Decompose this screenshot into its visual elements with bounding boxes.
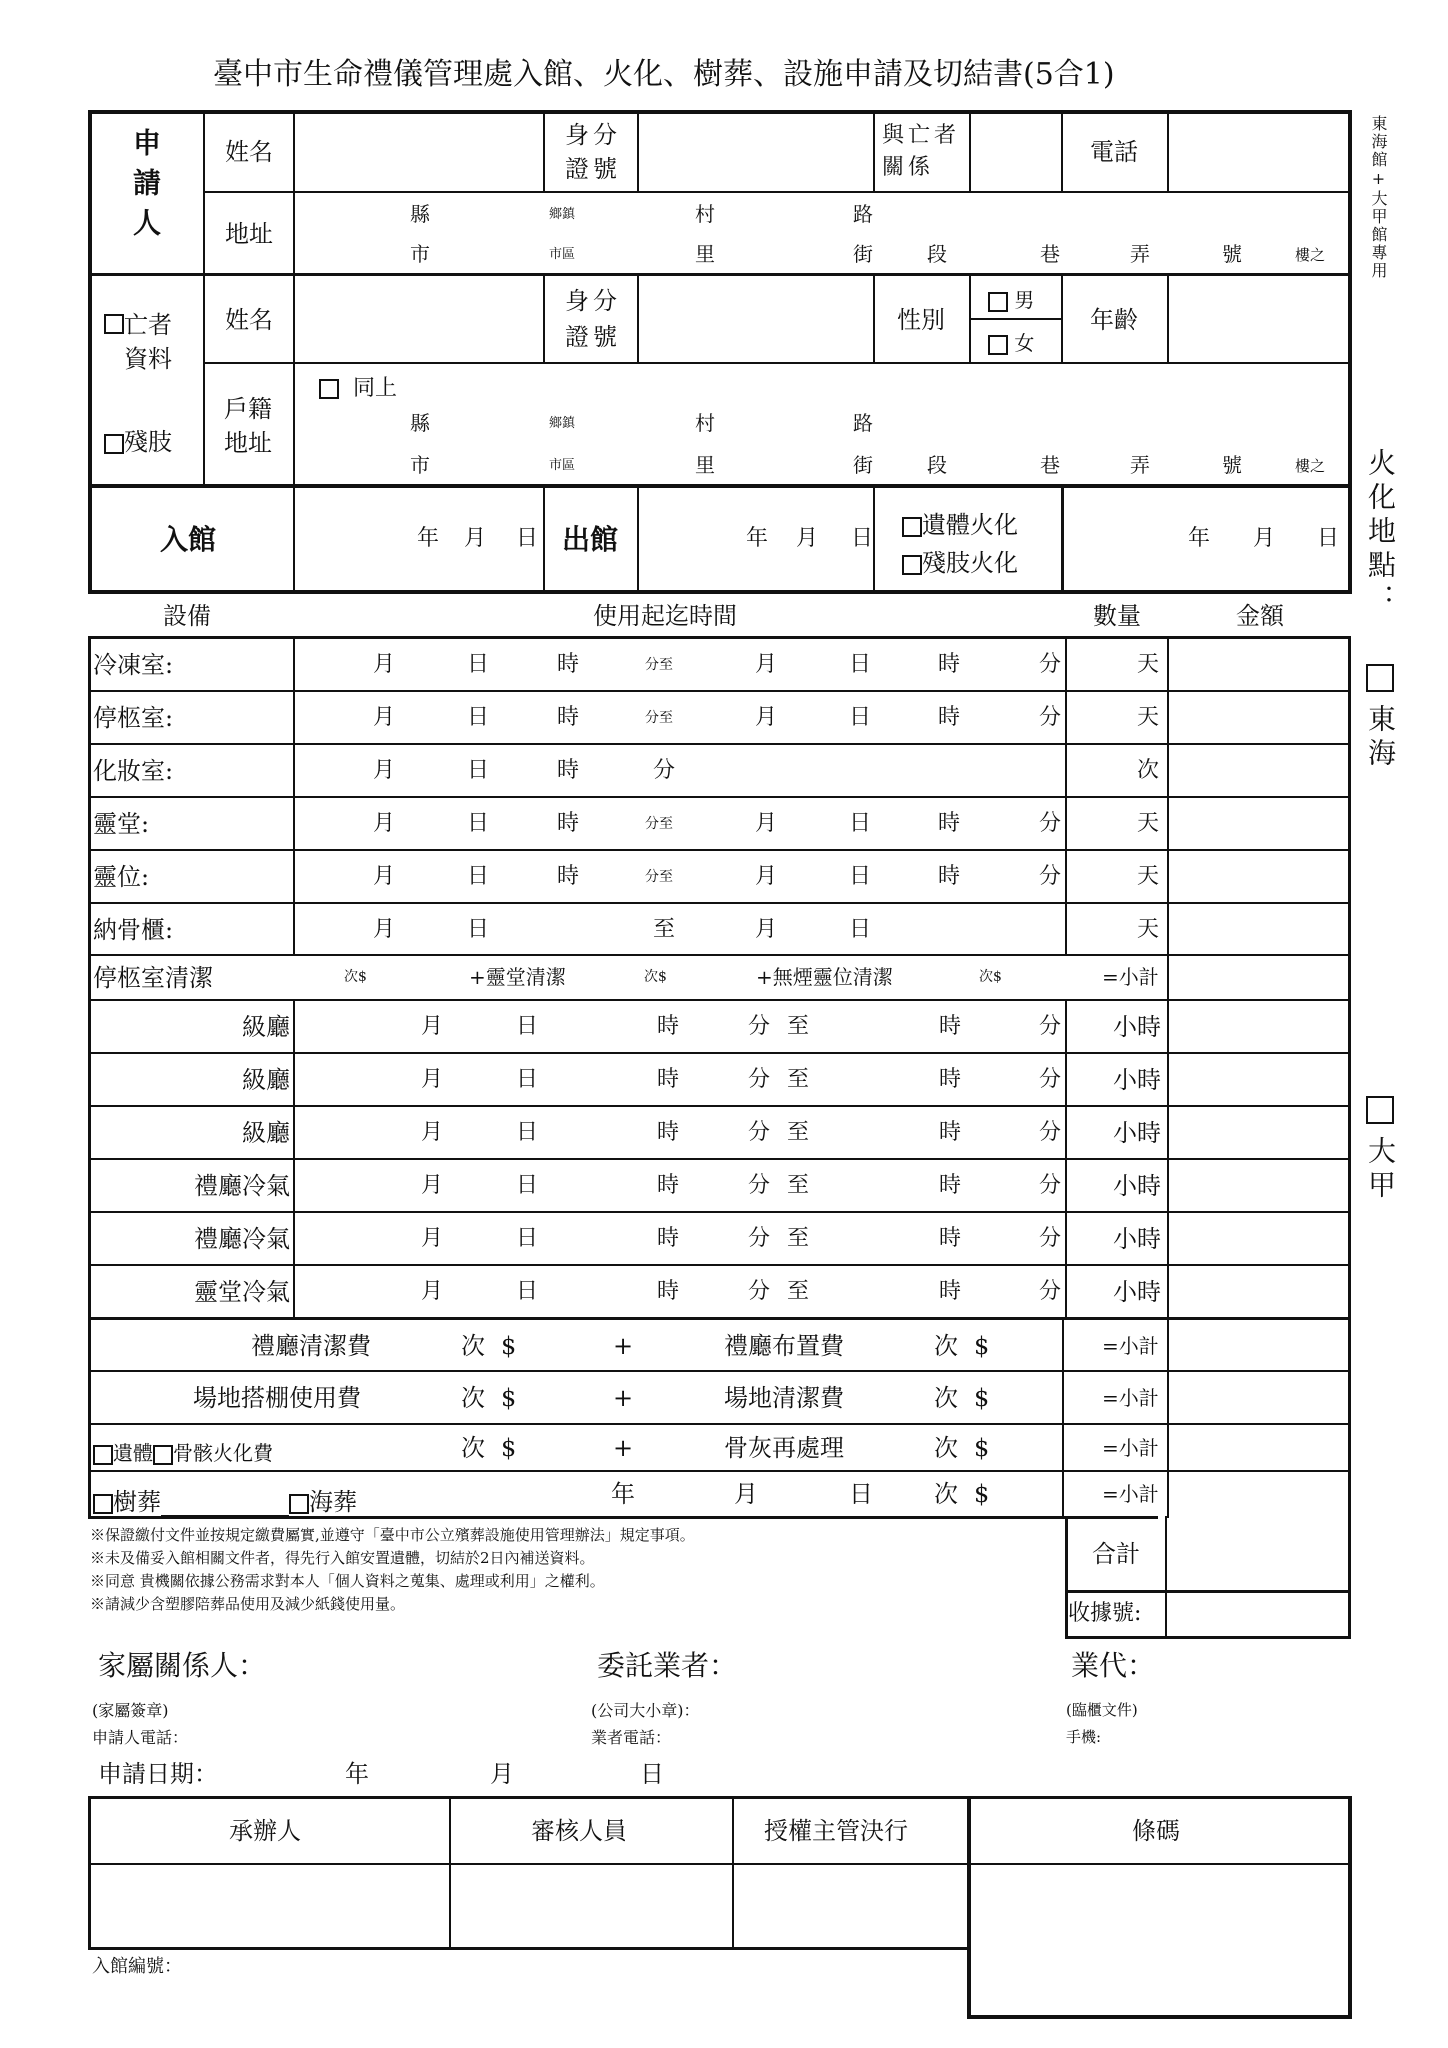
- plus: +: [613, 1434, 634, 1462]
- hh-city: 市: [410, 453, 430, 477]
- handler-sign-field[interactable]: [91, 1866, 448, 1946]
- day: 日: [849, 1480, 873, 1508]
- tu: 分: [1039, 1279, 1062, 1304]
- note-item: ※請減少含塑膠陪葬品使用及減少紙錢使用量。: [90, 1595, 406, 1613]
- limb-option[interactable]: 殘肢: [104, 422, 172, 457]
- hall-row[interactable]: [91, 1214, 1348, 1264]
- limb-checkbox[interactable]: [104, 434, 124, 454]
- fee-row[interactable]: [91, 1373, 1348, 1423]
- tu: 日: [516, 1014, 539, 1039]
- deceased-age-field[interactable]: [1171, 278, 1347, 361]
- dollar: $: [501, 1332, 517, 1360]
- tu: 分: [1039, 705, 1062, 730]
- hh-lane: 巷: [1040, 453, 1060, 477]
- page-title: 臺中市生命禮儀管理處入館、火化、樹葬、設施申請及切結書(5合1): [213, 57, 1115, 92]
- tu: 日: [849, 811, 872, 836]
- receipt-field[interactable]: [1168, 1594, 1347, 1635]
- applicant-relation-label: 與亡者關係: [882, 123, 961, 180]
- tu: 時: [557, 864, 580, 889]
- deceased-name-label: 姓名: [225, 306, 273, 334]
- tu: 分至: [645, 869, 673, 885]
- tu: 月: [755, 917, 778, 942]
- note-item: ※同意 貴機關依據公務需求對本人「個人資料之蒐集、處理或利用」之權利。: [90, 1572, 605, 1590]
- tu: 分: [748, 1173, 771, 1198]
- tu: 至: [787, 1067, 810, 1092]
- tu: 分: [1039, 811, 1062, 836]
- dollar: $: [501, 1384, 517, 1412]
- hall-row[interactable]: [91, 1002, 1348, 1052]
- hh-alley: 弄: [1130, 453, 1150, 477]
- applicant-phone-text: 申請人電話：: [92, 1728, 189, 1747]
- reviewer-sign-field[interactable]: [452, 1866, 731, 1946]
- applicant-name-field[interactable]: [297, 115, 542, 189]
- hall-name: 級廳: [242, 1013, 290, 1041]
- cremation-month: 月: [1253, 526, 1276, 551]
- tu: 分: [1039, 1226, 1062, 1251]
- notes: [90, 1524, 695, 1616]
- applicant-name-label: 姓名: [225, 138, 273, 166]
- tu: 月: [755, 864, 778, 889]
- tu: 分: [1039, 1173, 1062, 1198]
- tu: 時: [557, 758, 580, 783]
- household-address-field[interactable]: [297, 365, 1347, 483]
- tu: 日: [467, 705, 490, 730]
- hall-row[interactable]: [91, 1108, 1348, 1158]
- tree-burial-blank[interactable]: [161, 1495, 289, 1517]
- subtotal: =小計: [1102, 1334, 1159, 1358]
- cremation-fee-options[interactable]: 遺體 骨骸火化費: [93, 1437, 273, 1466]
- facility-unit: 天: [1137, 811, 1160, 836]
- dajia-checkbox[interactable]: [1366, 1096, 1394, 1124]
- deceased-id-label: 身分證號: [565, 287, 621, 351]
- tu: 時: [938, 811, 961, 836]
- hall-decoration-fee-label: 禮廳布置費: [724, 1332, 844, 1360]
- facility-unit: 天: [1137, 864, 1160, 889]
- times: 次: [461, 1434, 485, 1462]
- tu: 月: [373, 811, 396, 836]
- times: 次: [934, 1384, 958, 1412]
- body-checkbox[interactable]: [93, 1445, 113, 1465]
- apply-date-label: 申請日期：: [98, 1760, 218, 1788]
- tu: 分: [653, 758, 676, 783]
- hh-road: 路: [853, 411, 873, 435]
- limb-cremation-checkbox[interactable]: [902, 555, 922, 575]
- cremation-date-field[interactable]: [1065, 490, 1347, 588]
- tu: 時: [657, 1226, 680, 1251]
- apply-month: 月: [490, 1760, 514, 1788]
- deceased-id-field[interactable]: [641, 278, 871, 361]
- plus: +: [613, 1332, 634, 1360]
- counter-doc: (臨櫃文件): [1066, 1701, 1138, 1719]
- times: 次: [934, 1480, 958, 1508]
- hall-row[interactable]: [91, 1055, 1348, 1105]
- donghai-label: 東海: [1364, 704, 1397, 772]
- tu: 時: [939, 1067, 962, 1092]
- cleaning-row[interactable]: [91, 956, 1348, 999]
- agent-phone-text: 業者電話：: [591, 1728, 672, 1747]
- facility-row[interactable]: [91, 693, 1348, 743]
- tu: 分至: [645, 710, 673, 726]
- applicant-phone-field[interactable]: [1171, 115, 1347, 189]
- dajia-label: 大甲: [1364, 1136, 1397, 1204]
- tu: 月: [373, 652, 396, 677]
- hall-unit: 小時: [1113, 1013, 1161, 1041]
- hall-name: 靈堂冷氣: [194, 1278, 290, 1306]
- hh-section: 段: [927, 453, 947, 477]
- plus: +: [613, 1384, 634, 1412]
- gender-male-option[interactable]: 男: [988, 284, 1034, 313]
- tu: 分: [748, 1279, 771, 1304]
- addr-section: 段: [927, 242, 947, 266]
- addr-road: 路: [853, 202, 873, 226]
- times-dollar: 次$: [344, 969, 367, 985]
- addr-alley: 弄: [1130, 242, 1150, 266]
- hall-name: 禮廳冷氣: [194, 1172, 290, 1200]
- tu: 月: [421, 1014, 444, 1039]
- tu: 日: [516, 1173, 539, 1198]
- tu: 時: [939, 1173, 962, 1198]
- tu: 時: [657, 1014, 680, 1039]
- applicant-id-label: 身分證號: [565, 121, 621, 183]
- subtotal: =小計: [1102, 1482, 1159, 1506]
- ash-reprocess-label: 骨灰再處理: [724, 1434, 844, 1462]
- deceased-option[interactable]: 亡者資料: [104, 308, 184, 376]
- hall-name: 級廳: [242, 1066, 290, 1094]
- entry-year: 年: [417, 526, 440, 551]
- tu: 日: [516, 1120, 539, 1145]
- tu: 月: [421, 1226, 444, 1251]
- exit-date-field[interactable]: [641, 490, 874, 588]
- tu: 日: [849, 864, 872, 889]
- addr-city: 市: [410, 242, 430, 266]
- total-label: 合計: [1092, 1540, 1140, 1568]
- entry-no-label: 入館編號：: [92, 1956, 182, 1977]
- year: 年: [611, 1480, 635, 1508]
- total-field[interactable]: [1168, 1519, 1347, 1589]
- gender-female-option[interactable]: 女: [988, 327, 1034, 356]
- tent-fee-label: 場地搭棚使用費: [193, 1384, 361, 1412]
- tu: 月: [421, 1120, 444, 1145]
- applicant-address-field[interactable]: [297, 194, 1347, 272]
- tu: 分至: [645, 657, 673, 673]
- agent-label: 委託業者：: [597, 1649, 738, 1682]
- subtotal: =小計: [1102, 1386, 1159, 1410]
- barcode-label: 條碼: [1132, 1817, 1180, 1845]
- hh-county: 縣: [410, 411, 430, 435]
- cremation-day: 日: [1317, 526, 1340, 551]
- bone-checkbox[interactable]: [153, 1445, 173, 1465]
- household-address-label: 戶籍地址: [224, 395, 272, 457]
- tu: 日: [467, 864, 490, 889]
- tu: 至: [787, 1226, 810, 1251]
- tu: 分: [1039, 652, 1062, 677]
- female-checkbox[interactable]: [988, 335, 1008, 355]
- tu: 時: [657, 1120, 680, 1145]
- tu: 時: [939, 1014, 962, 1039]
- tu: 月: [755, 705, 778, 730]
- limb-cremation-option[interactable]: 殘肢火化: [902, 543, 1018, 578]
- tu: 時: [657, 1067, 680, 1092]
- tu: 分: [748, 1014, 771, 1039]
- reviewer-label: 審核人員: [531, 1817, 627, 1845]
- facility-unit: 天: [1137, 652, 1160, 677]
- tu: 分: [748, 1067, 771, 1092]
- tu: 時: [557, 652, 580, 677]
- tu: 時: [657, 1279, 680, 1304]
- same-as-above-option[interactable]: 同上: [319, 371, 397, 402]
- exit-year: 年: [746, 526, 769, 551]
- male-checkbox[interactable]: [988, 292, 1008, 312]
- dollar: $: [501, 1434, 517, 1462]
- applicant-phone-label: 電話: [1090, 138, 1138, 166]
- dollar: $: [974, 1384, 990, 1412]
- smokeless-cleaning-label: +無煙靈位清潔: [756, 965, 893, 989]
- times-dollar: 次$: [644, 969, 667, 985]
- entry-month: 月: [464, 526, 487, 551]
- tu: 月: [373, 917, 396, 942]
- family-sign: (家屬簽章): [92, 1701, 169, 1720]
- tu: 日: [516, 1279, 539, 1304]
- facility-unit: 天: [1137, 917, 1160, 942]
- tu: 分: [1039, 1014, 1062, 1039]
- facility-unit: 天: [1137, 705, 1160, 730]
- hall-name: 禮廳冷氣: [194, 1225, 290, 1253]
- tu: 時: [938, 705, 961, 730]
- facility-row[interactable]: [91, 640, 1348, 690]
- subtotal: =小計: [1102, 1436, 1159, 1460]
- subtotal: =小計: [1102, 965, 1159, 989]
- tu: 月: [421, 1173, 444, 1198]
- entry-label: 入館: [160, 523, 217, 556]
- facility-row[interactable]: [91, 852, 1348, 902]
- facility-row[interactable]: [91, 905, 1348, 954]
- tu: 時: [557, 705, 580, 730]
- side-location: 火化地點：: [1364, 448, 1397, 618]
- month: 月: [734, 1480, 758, 1508]
- proxy-label: 業代：: [1071, 1649, 1156, 1682]
- deceased-checkbox[interactable]: [104, 314, 124, 334]
- quantity-header: 數量: [1093, 602, 1141, 630]
- tu: 時: [557, 811, 580, 836]
- tu: 月: [755, 652, 778, 677]
- body-cremation-checkbox[interactable]: [902, 517, 922, 537]
- tu: 月: [373, 864, 396, 889]
- hh-street: 街: [853, 453, 873, 477]
- receipt-label: 收據號:: [1068, 1601, 1142, 1626]
- tree-burial-checkbox[interactable]: [93, 1494, 113, 1514]
- entry-date-field[interactable]: [297, 490, 542, 588]
- hall-unit: 小時: [1113, 1172, 1161, 1200]
- facility-name: 化妝室:: [93, 757, 174, 785]
- exit-day: 日: [851, 526, 874, 551]
- tu: 日: [467, 758, 490, 783]
- tu: 日: [467, 811, 490, 836]
- exit-month: 月: [796, 526, 819, 551]
- amount-header: 金額: [1236, 602, 1284, 630]
- donghai-checkbox[interactable]: [1366, 664, 1394, 692]
- burial-options[interactable]: 樹葬 海葬: [93, 1482, 357, 1517]
- hh-village: 村: [695, 411, 715, 435]
- dollar: $: [974, 1480, 990, 1508]
- applicant-section-label: 申請人: [129, 128, 162, 248]
- addr-village: 村: [695, 202, 715, 226]
- facility-name: 納骨櫃:: [93, 916, 174, 944]
- tu: 分: [748, 1226, 771, 1251]
- dollar: $: [974, 1332, 990, 1360]
- facility-name: 靈堂:: [93, 810, 150, 838]
- facility-unit: 次: [1137, 758, 1160, 783]
- facility-name: 冷凍室:: [93, 651, 174, 679]
- tu: 月: [755, 811, 778, 836]
- period-header: 使用起迄時間: [593, 602, 737, 630]
- fee-row[interactable]: [91, 1426, 1348, 1470]
- apply-year: 年: [345, 1760, 369, 1788]
- note-item: ※未及備妥入館相關文件者，得先行入館安置遺體，切結於2日內補送資料。: [90, 1549, 595, 1567]
- facility-row[interactable]: [91, 746, 1348, 796]
- barcode-field: [972, 1866, 1347, 2014]
- note-item: ※保證繳付文件並按規定繳費屬實,並遵守「臺中市公立殯葬設施使用管理辦法」規定事項。: [90, 1526, 695, 1544]
- tu: 日: [849, 705, 872, 730]
- hall-row[interactable]: [91, 1267, 1348, 1317]
- deceased-age-label: 年齡: [1090, 306, 1138, 334]
- entry-day: 日: [516, 526, 539, 551]
- coffin-cleaning-label: 停柩室清潔: [93, 964, 213, 992]
- addr-county: 縣: [410, 202, 430, 226]
- facility-header: 設備: [163, 602, 211, 630]
- hall-name: 級廳: [242, 1119, 290, 1147]
- hall-unit: 小時: [1113, 1119, 1161, 1147]
- times: 次: [461, 1332, 485, 1360]
- times: 次: [934, 1332, 958, 1360]
- tu: 日: [467, 652, 490, 677]
- sea-burial-checkbox[interactable]: [289, 1494, 309, 1514]
- hall-cleaning-fee-label: 禮廳清潔費: [251, 1332, 371, 1360]
- side-dedicated: 東海館+大甲館專用: [1369, 115, 1388, 280]
- apply-day: 日: [640, 1760, 664, 1788]
- facility-name: 停柩室:: [93, 704, 174, 732]
- tu: 至: [787, 1173, 810, 1198]
- times: 次: [461, 1384, 485, 1412]
- hh-floor: 樓之: [1295, 457, 1326, 475]
- applicant-id-field[interactable]: [641, 115, 871, 189]
- addr-township: 鄉鎮: [549, 207, 576, 222]
- addr-li: 里: [695, 242, 715, 266]
- tu: 至: [787, 1014, 810, 1039]
- tu: 時: [939, 1226, 962, 1251]
- supervisor-label: 授權主管決行: [764, 1817, 908, 1845]
- hall-unit: 小時: [1113, 1066, 1161, 1094]
- hall-cleaning-label: +靈堂清潔: [469, 965, 566, 989]
- tu: 日: [516, 1067, 539, 1092]
- mobile-text: 手機:: [1066, 1728, 1102, 1746]
- tu: 月: [373, 705, 396, 730]
- tu: 分: [748, 1120, 771, 1145]
- tu: 至: [787, 1120, 810, 1145]
- addr-number: 號: [1222, 242, 1242, 266]
- tu: 日: [849, 652, 872, 677]
- tu: 時: [657, 1173, 680, 1198]
- fee-row[interactable]: [91, 1472, 1348, 1516]
- tu: 分: [1039, 1067, 1062, 1092]
- family-label: 家屬關係人：: [98, 1649, 267, 1682]
- tu: 分至: [645, 816, 673, 832]
- same-as-above-checkbox[interactable]: [319, 379, 339, 399]
- hall-row[interactable]: [91, 1161, 1348, 1211]
- addr-lane: 巷: [1040, 242, 1060, 266]
- fee-row[interactable]: [91, 1321, 1348, 1370]
- addr-street: 街: [853, 242, 873, 266]
- applicant-relation-field[interactable]: [973, 115, 1059, 189]
- handler-label: 承辦人: [229, 1817, 301, 1845]
- tu: 時: [938, 864, 961, 889]
- tu: 日: [849, 917, 872, 942]
- hall-unit: 小時: [1113, 1225, 1161, 1253]
- tu: 時: [938, 652, 961, 677]
- hh-district: 市區: [549, 458, 576, 473]
- hh-number: 號: [1222, 453, 1242, 477]
- facility-row[interactable]: [91, 799, 1348, 849]
- body-cremation-option[interactable]: 遺體火化: [902, 505, 1018, 540]
- tu: 至: [787, 1279, 810, 1304]
- supervisor-sign-field[interactable]: [735, 1866, 966, 1946]
- dollar: $: [974, 1434, 990, 1462]
- hh-township: 鄉鎮: [549, 416, 576, 431]
- facility-name: 靈位:: [93, 863, 150, 891]
- hall-unit: 小時: [1113, 1278, 1161, 1306]
- deceased-name-field[interactable]: [297, 278, 542, 361]
- tu: 分: [1039, 1120, 1062, 1145]
- deceased-gender-label: 性別: [897, 306, 945, 334]
- tu: 時: [939, 1279, 962, 1304]
- tu: 日: [516, 1226, 539, 1251]
- times-dollar: 次$: [979, 969, 1002, 985]
- times: 次: [934, 1434, 958, 1462]
- tu: 月: [373, 758, 396, 783]
- company-seal: (公司大小章)：: [591, 1701, 700, 1720]
- tu: 至: [653, 917, 676, 942]
- site-cleaning-fee-label: 場地清潔費: [724, 1384, 844, 1412]
- tu: 日: [467, 917, 490, 942]
- tu: 分: [1039, 864, 1062, 889]
- cremation-year: 年: [1188, 526, 1211, 551]
- tu: 時: [939, 1120, 962, 1145]
- tu: 月: [421, 1067, 444, 1092]
- tu: 月: [421, 1279, 444, 1304]
- addr-floor: 樓之: [1295, 246, 1326, 264]
- hh-li: 里: [695, 453, 715, 477]
- addr-district: 市區: [549, 247, 576, 262]
- exit-label: 出館: [562, 523, 619, 556]
- applicant-address-label: 地址: [225, 220, 273, 248]
